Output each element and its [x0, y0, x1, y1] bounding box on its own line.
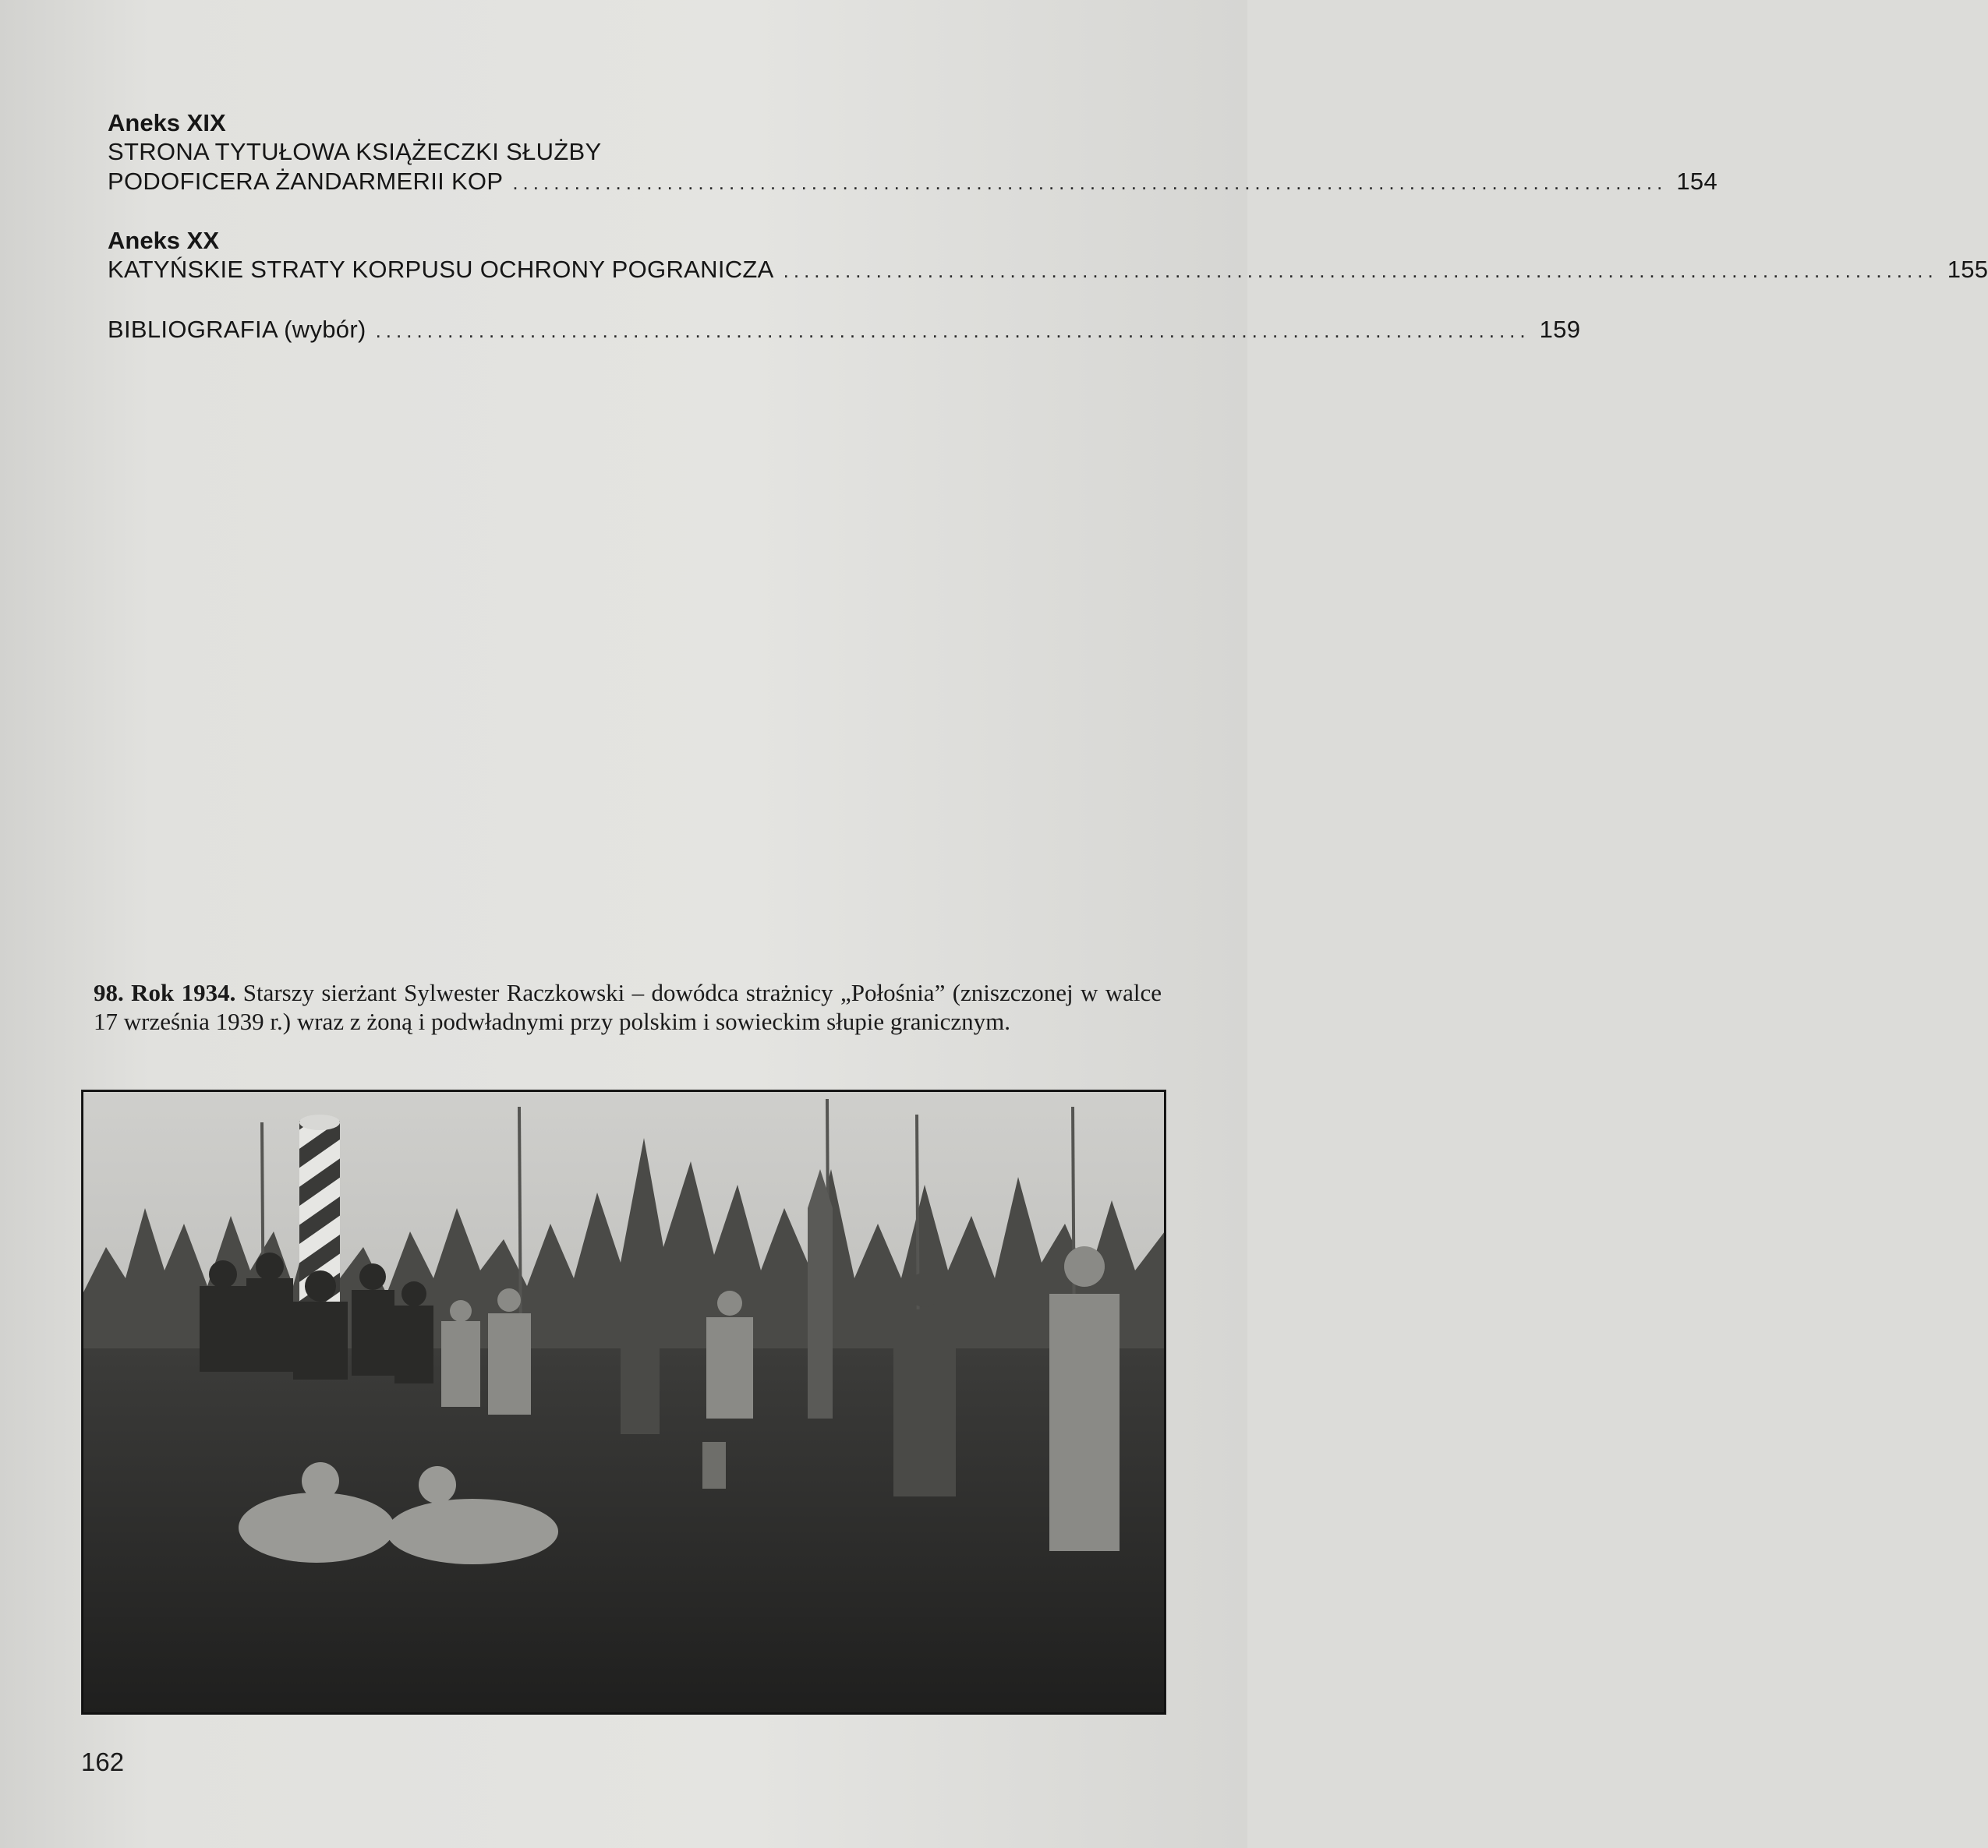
- historical-photograph: [81, 1090, 1166, 1715]
- toc-entry-last-line: [108, 167, 1717, 197]
- photo-illustration: [83, 1091, 1165, 1713]
- soviet-border-post: [808, 1169, 833, 1419]
- toc-entry-page: 155: [1947, 256, 1988, 283]
- toc-entry-title-end: PODOFICERA ŻANDARMERII KOP: [108, 168, 504, 195]
- toc-entry-aneks-xx: [108, 227, 1988, 285]
- dot-leader: ................................................................................................................: [783, 259, 1938, 282]
- page-number: 162: [81, 1747, 125, 1776]
- toc-entry-last-line: [108, 315, 1581, 345]
- toc-entry-title-line: STRONA TYTUŁOWA KSIĄŻECZKI SŁUŻBY: [108, 138, 602, 165]
- toc-entry-title-end: KATYŃSKIE STRATY KORPUSU OCHRONY POGRANICZA: [108, 256, 774, 283]
- toc-entry-last-line: [108, 255, 1988, 285]
- toc-entry-page: 159: [1539, 316, 1581, 343]
- toc-entry-label: Aneks XX: [108, 227, 220, 254]
- dot-leader: ................................................................................................................: [375, 319, 1530, 342]
- toc-entry-title-end: BIBLIOGRAFIA (wybór): [108, 316, 366, 343]
- toc-entry-aneks-xix: [108, 109, 1717, 197]
- caption-text: Starszy sierżant Sylwester Raczkowski – dowódca strażnicy „Połośnia” (zniszczonej w walce 17 września 1939 r.) wraz z żoną i podwładnymi przy polskim i sowieckim słupie granicznym.: [94, 979, 1162, 1035]
- photo-caption: [94, 978, 1162, 1036]
- toc-entry-bibliografia: [108, 315, 1581, 345]
- dot-leader: ................................................................................................................: [512, 171, 1668, 194]
- toc-entry-page: 154: [1676, 168, 1717, 195]
- toc-entry-label: Aneks XIX: [108, 109, 226, 136]
- table-of-contents: [108, 109, 1988, 375]
- caption-lead: 98. Rok 1934.: [94, 979, 236, 1006]
